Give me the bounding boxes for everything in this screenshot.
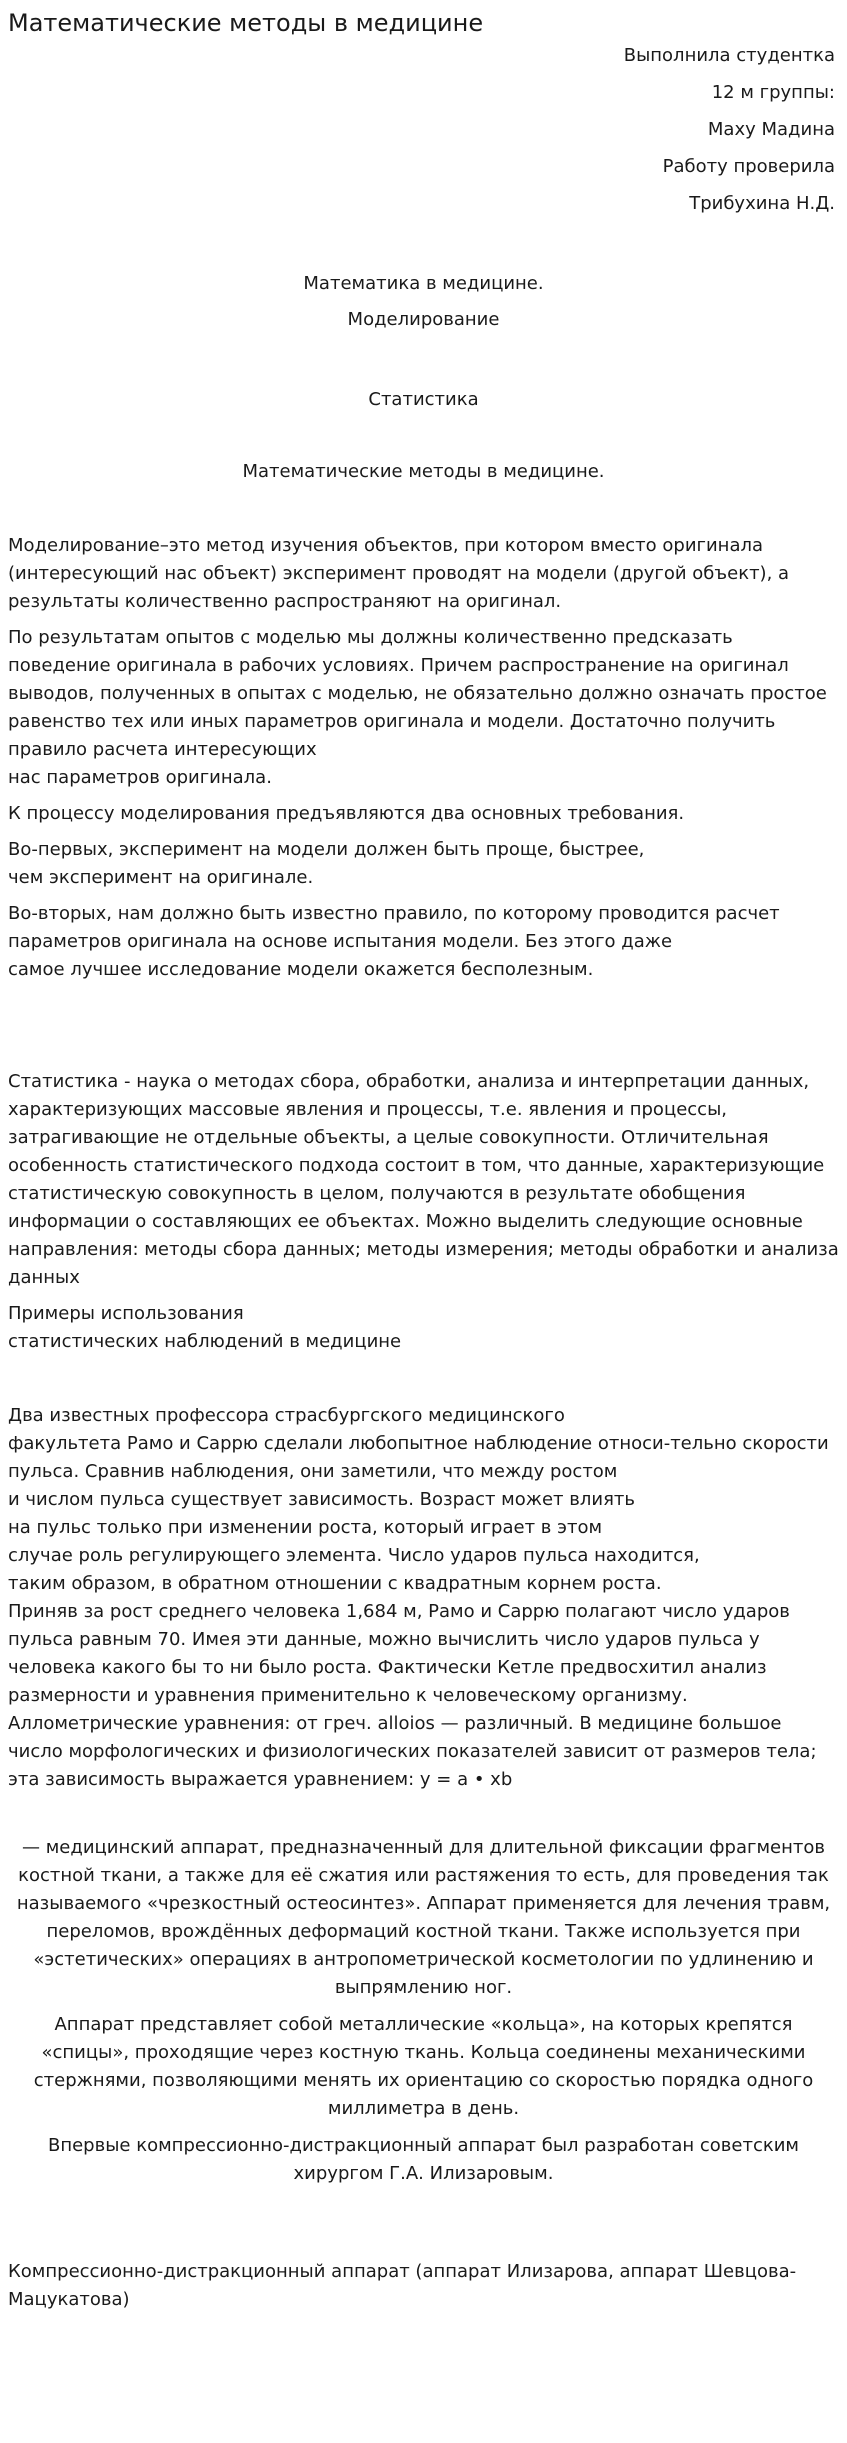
toc-item: Статистика	[368, 389, 479, 410]
paragraph: Впервые компрессионно-дистракционный аппарат был разработан советским хирургом Г.А. Илизаровым.	[47, 2135, 800, 2184]
toc-item: Математические методы в медицине.	[242, 461, 605, 482]
author-line: Выполнила студентка	[623, 45, 835, 66]
paragraph: Примеры использования статистических наблюдений в медицине	[8, 1303, 402, 1352]
pulse-section	[8, 1402, 839, 1802]
author-line: Трибухина Н.Д.	[689, 193, 835, 214]
author-line: 12 м группы:	[711, 82, 835, 103]
apparatus-section	[8, 1834, 839, 2197]
paragraph: Два известных профессора страсбургского медицинского факультета Рамо и Саррю сделали любопытное наблюдение относи-тельно скорости пульса. Сравнив наблюдения, они заметили, что между ростом и числом пульса существует зависимость. Возраст может влиять на пульс только при изменении роста, который играет в этом случае роль регулирующего элемента. Число ударов пульса находится, таким образом, в обратном отношении с квадратным корнем роста. Приняв за рост среднего человека 1,684 м, Рамо и Саррю полагают число ударов пульса равным 70. Имея эти данные, можно вычислить число ударов пульса у человека какого бы то ни было роста. Фактически Кетле предвосхитил анализ размерности и уравнения применительно к человеческому организму. Аллометрические уравнения: от греч. alloios — различный. В медицине большое число морфологических и физиологических показателей зависит от размеров тела; эта зависимость выражается уравнением: y = a • xb	[8, 1405, 829, 1790]
paragraph: К процессу моделирования предъявляются два основных требования.	[8, 803, 685, 824]
author-line: Маху Мадина	[707, 119, 835, 140]
author-block	[624, 42, 835, 227]
paragraph: Моделирование–это метод изучения объектов, при котором вместо оригинала (интересующий нас объект) эксперимент проводят на модели (другой объект), а результаты количественно распространяют на оригинал.	[8, 535, 790, 612]
paragraph: Во-вторых, нам должно быть известно правило, по которому проводится расчет параметров оригинала на основе испытания модели. Без этого даже самое лучшее исследование модели окажется бесполезным.	[8, 903, 780, 980]
paragraph: Аппарат представляет собой металлические «кольца», на которых крепятся «спицы», проходящие через костную ткань. Кольца соединены механическими стержнями, позволяющими менять их ориентацию со скоростью порядка одного миллиметра в день.	[33, 2014, 814, 2119]
paragraph: — медицинский аппарат, предназначенный для длительной фиксации фрагментов костной ткани, а также для её сжатия или растяжения то есть, для проведения так называемого «чрезкостный остеосинтез». Аппарат применяется для лечения травм, переломов, врождённых деформаций костной ткани. Также используется при «эстетических» операциях в антропометрической косметологии по удлинению и выпрямлению ног.	[16, 1837, 831, 1998]
document-title: Математические методы в медицине	[8, 9, 484, 37]
modeling-section	[8, 532, 839, 992]
author-line: Работу проверила	[662, 156, 835, 177]
apparatus-caption	[8, 2258, 839, 2322]
paragraph: Компрессионно-дистракционный аппарат (аппарат Илизарова, аппарат Шевцова-Мацукатова)	[8, 2261, 797, 2310]
paragraph: Статистика - наука о методах сбора, обработки, анализа и интерпретации данных, характеризующих массовые явления и процессы, т.е. явления и процессы, затрагивающие не отдельные объекты, а целые совокупности. Отличительная особенность статистического подхода состоит в том, что данные, характеризующие статистическую совокупность в целом, получаются в результате обобщения информации о составляющих ее объектах. Можно выделить следующие основные направления: методы сбора данных; методы измерения; методы обработки и анализа данных	[8, 1071, 839, 1288]
toc-item: Моделирование	[347, 309, 500, 330]
toc-item: Математика в медицине.	[303, 273, 544, 294]
paragraph: По результатам опытов с моделью мы должны количественно предсказать поведение оригинала в рабочих условиях. Причем распространение на оригинал выводов, полученных в опытах с моделью, не обязательно должно означать простое равенство тех или иных параметров оригинала и модели. Достаточно получить правило расчета интересующих нас параметров оригинала.	[8, 627, 827, 788]
statistics-section	[8, 1068, 839, 1364]
paragraph: Во-первых, эксперимент на модели должен быть проще, быстрее, чем эксперимент на оригинале.	[8, 839, 645, 888]
